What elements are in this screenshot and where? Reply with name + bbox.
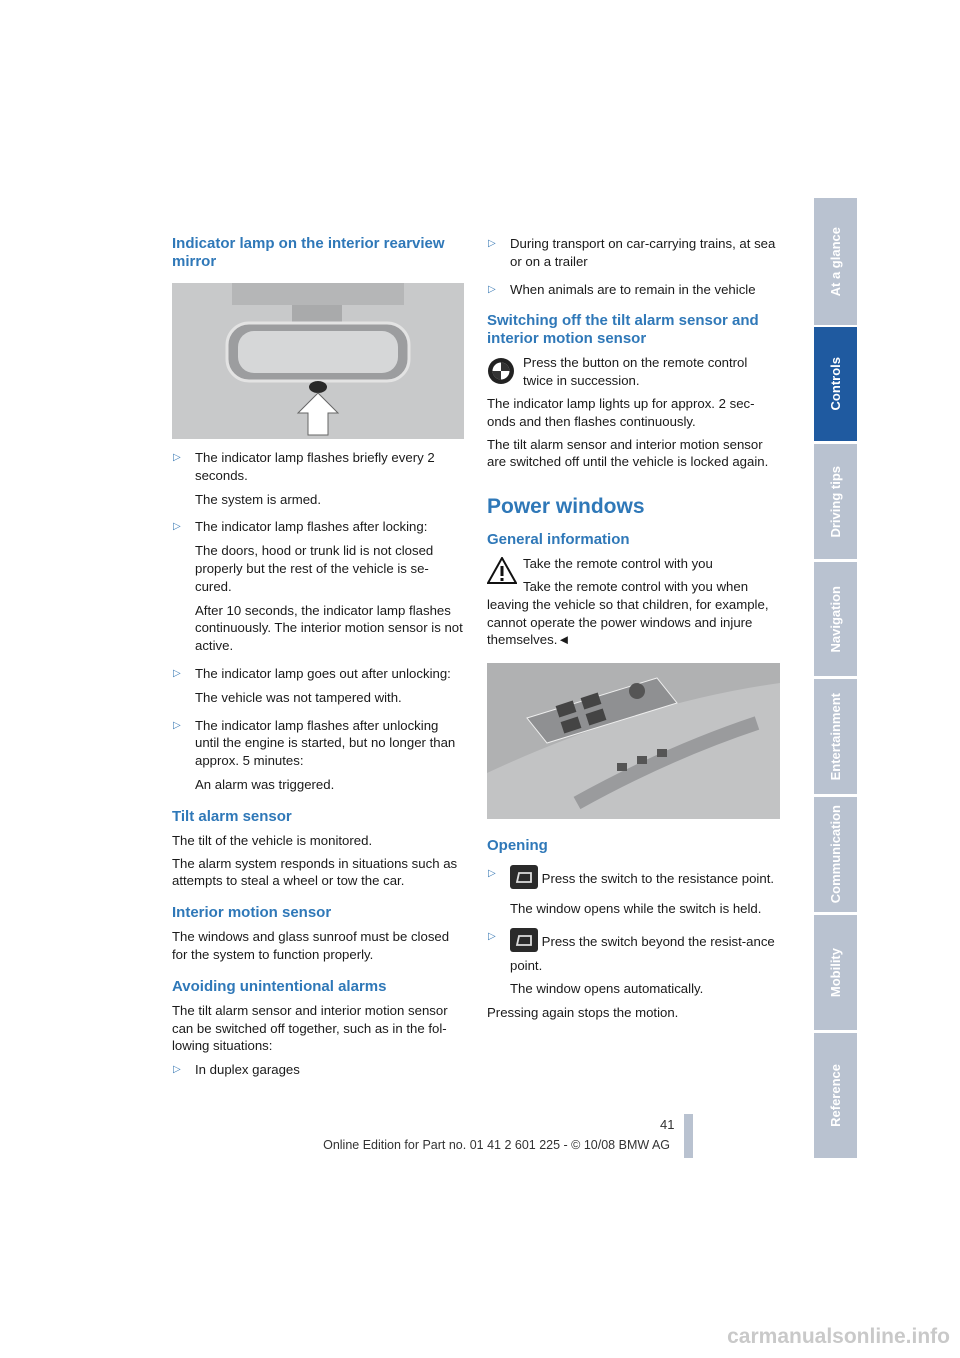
- bullet-text: The indicator lamp flashes after locking:: [195, 519, 428, 535]
- bullet-subtext: The vehicle was not tampered with.: [195, 689, 402, 705]
- heading-switch-off: Switching off the tilt alarm sensor and interior motion sensor: [487, 312, 759, 348]
- bullet-item: [172, 518, 464, 655]
- bullet-item: [487, 928, 780, 998]
- warning-note: [487, 555, 780, 573]
- paragraph: The indicator lamp lights up for approx. 2 sec-onds and then flashes continuously.: [487, 395, 755, 429]
- bullet-item: [487, 865, 780, 918]
- right-column: [487, 235, 780, 1027]
- bullet-item: [172, 449, 464, 508]
- heading-opening: Opening: [487, 837, 548, 855]
- bullet-marker: ▷: [173, 1064, 181, 1076]
- tab-label: Reference: [828, 1064, 843, 1127]
- page-number-bar: [684, 1114, 693, 1158]
- warning-title: Take the remote control with you: [523, 556, 713, 572]
- bullet-text: When animals are to remain in the vehicle: [510, 281, 756, 297]
- bullet-text: Press the switch to the resistance point.: [538, 871, 775, 887]
- tab-label: Entertainment: [828, 692, 843, 781]
- left-column: [172, 235, 464, 1089]
- tab-label: Navigation: [828, 585, 843, 653]
- paragraph: The windows and glass sunroof must be closed for the system to function properly.: [172, 929, 450, 962]
- bullet-text: The indicator lamp flashes after unlocking until the engine is started, but no longer than approx. 5 minutes:: [195, 717, 456, 769]
- tab-label: At a glance: [828, 226, 843, 297]
- tab-label: Driving tips: [828, 465, 843, 538]
- heading-power-windows: Power windows: [487, 495, 645, 519]
- warning-body-text: Take the remote control with you when leaving the vehicle so that children, for example, cannot operate the power windows and injure themselves.: [487, 578, 769, 648]
- bullet-marker: ▷: [488, 283, 496, 295]
- footer-text: Online Edition for Part no. 01 41 2 601 225 - © 10/08 BMW AG: [323, 1138, 670, 1152]
- tab-communication[interactable]: [814, 797, 857, 912]
- bullet-text-line: [510, 865, 780, 894]
- bullet-text: In duplex garages: [195, 1062, 300, 1078]
- window-switch-panel-photo: [487, 663, 780, 819]
- heading-indicator-lamp: Indicator lamp on the interior rearview mirror: [172, 235, 445, 270]
- watermark: carmanualsonline.info: [727, 1325, 950, 1348]
- bullet-marker: ▷: [488, 238, 496, 249]
- bullet-text: The indicator lamp flashes briefly every 2 seconds.: [195, 450, 435, 483]
- bullet-marker: ▷: [173, 719, 181, 731]
- bullet-subtext: An alarm was triggered.: [195, 776, 335, 792]
- remote-instruction: [487, 354, 780, 390]
- window-switch-icon: [510, 865, 538, 894]
- bullet-text: The indicator lamp goes out after unlocking:: [195, 665, 451, 681]
- bullet-subtext: The system is armed.: [195, 491, 322, 507]
- bullet-subtext: The doors, hood or trunk lid is not closed properly but the rest of the vehicle is se-cured.: [195, 543, 434, 594]
- tab-controls[interactable]: [814, 327, 857, 441]
- bullet-subtext: The window opens automatically.: [510, 981, 704, 997]
- bullet-marker: ▷: [173, 452, 181, 463]
- door-panel-illustration: [487, 663, 780, 819]
- warning-triangle-icon: [487, 557, 517, 589]
- tab-driving-tips[interactable]: [814, 444, 857, 559]
- heading-avoid-alarms: Avoiding unintentional alarms: [172, 977, 387, 995]
- bullet-item: [487, 235, 780, 271]
- rearview-mirror-photo: [172, 283, 464, 439]
- paragraph: The tilt alarm sensor and interior motion sensor are switched off until the vehicle is locked again.: [487, 436, 769, 470]
- paragraph: Pressing again stops the motion.: [487, 1005, 679, 1021]
- bullet-marker: ▷: [173, 521, 181, 533]
- tab-mobility[interactable]: [814, 915, 857, 1030]
- rearview-mirror-illustration: [172, 283, 464, 439]
- bullet-marker: ▷: [488, 930, 496, 942]
- page-number: 41: [660, 1117, 675, 1132]
- paragraph: Press the button on the remote control twice in succession.: [523, 355, 748, 389]
- bullet-item: [172, 665, 464, 707]
- tab-at-a-glance[interactable]: [814, 198, 857, 325]
- bullet-item: [487, 281, 780, 299]
- end-marker: ◄: [557, 632, 571, 648]
- window-switch-icon: [510, 928, 538, 957]
- bmw-logo-icon: [487, 357, 515, 390]
- heading-tilt-alarm: Tilt alarm sensor: [172, 807, 292, 825]
- tab-label: Controls: [828, 357, 843, 411]
- heading-general-info: General information: [487, 531, 630, 549]
- tab-reference[interactable]: [814, 1033, 857, 1158]
- tab-label: Mobility: [828, 947, 843, 998]
- paragraph: The tilt alarm sensor and interior motion sensor can be switched off together, such as in the fol-lowing situations:: [172, 1002, 448, 1054]
- warning-body: [487, 578, 780, 649]
- paragraph: The alarm system responds in situations such as attempts to steal a wheel or tow the car.: [172, 855, 458, 889]
- bullet-text: During transport on car-carrying trains, at sea or on a trailer: [510, 236, 776, 269]
- bullet-subtext: The window opens while the switch is held.: [510, 900, 762, 916]
- tab-label: Communication: [828, 805, 843, 904]
- bullet-subtext: After 10 seconds, the indicator lamp flashes continuously. The interior motion sensor is not active.: [195, 602, 463, 654]
- bullet-text: Press the switch beyond the resist-ance point.: [510, 933, 775, 973]
- tab-entertainment[interactable]: [814, 679, 857, 794]
- heading-interior-motion: Interior motion sensor: [172, 904, 332, 922]
- bullet-item: [172, 717, 464, 794]
- bullet-text-line: [510, 928, 780, 975]
- bullet-marker: ▷: [173, 667, 181, 679]
- paragraph: The tilt of the vehicle is monitored.: [172, 832, 373, 848]
- bullet-item: [172, 1061, 464, 1079]
- tab-navigation[interactable]: [814, 562, 857, 676]
- bullet-marker: ▷: [488, 868, 496, 880]
